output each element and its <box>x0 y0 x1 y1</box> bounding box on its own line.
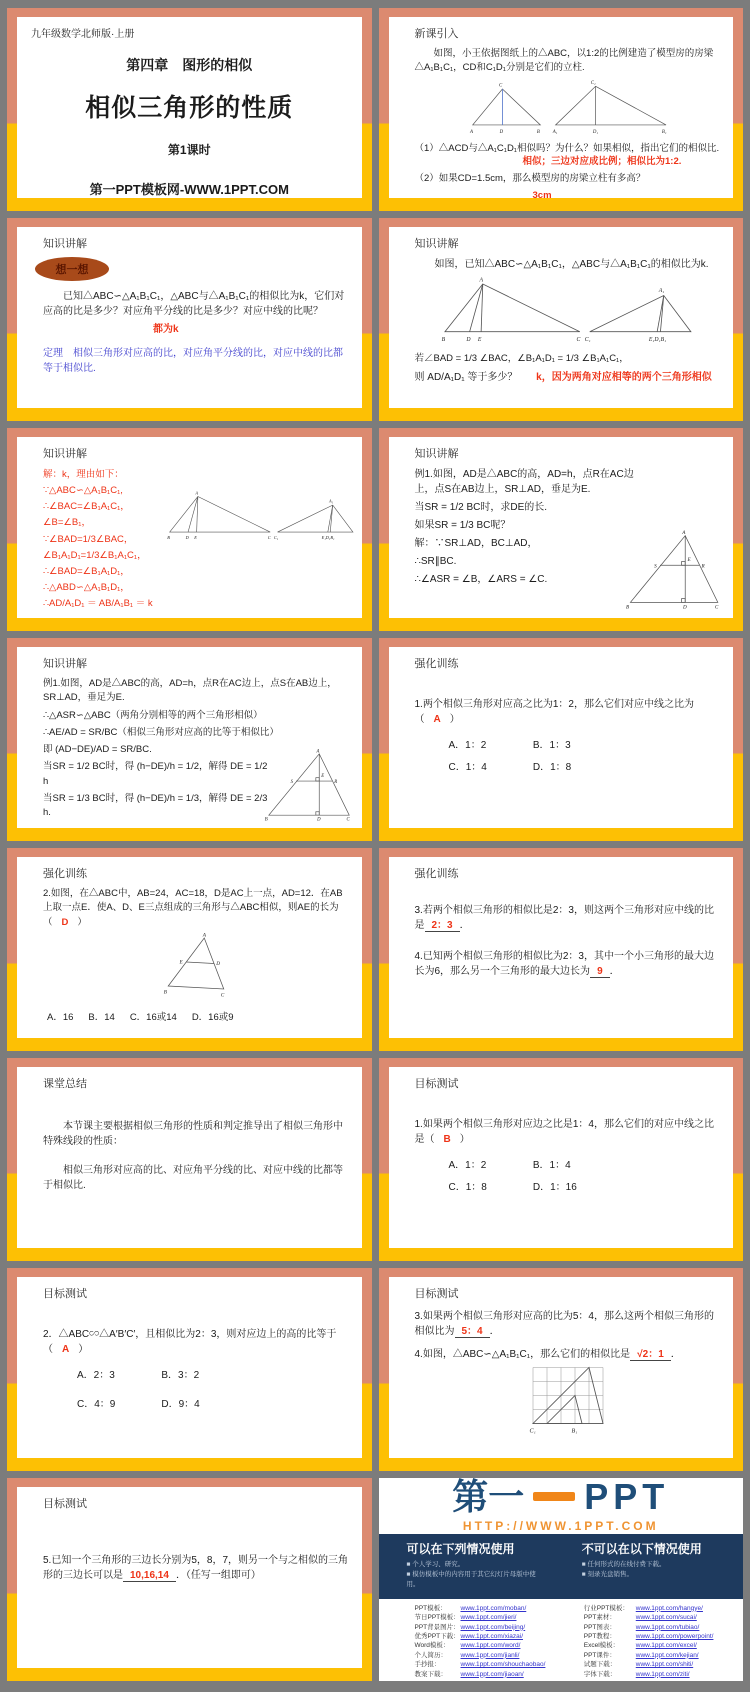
slide-given-panel <box>389 227 734 408</box>
link-item: 行业PPT模板： www.1ppt.com/hangye/ <box>583 1604 703 1612</box>
case-half: 当SR = 1/2 BC时，求DE的长. <box>414 502 548 513</box>
svg-text:C₁: C₁ <box>590 80 596 86</box>
slide-summary <box>7 1058 372 1261</box>
link-url[interactable]: www.1ppt.com/tubiao/ <box>635 1623 700 1631</box>
option-a: A．16 <box>47 1011 74 1023</box>
two-triangles-diagram <box>166 489 356 542</box>
textbook-edition: 九年级数学北师版·上册 <box>31 29 135 40</box>
triangle-ade-diagram <box>43 932 350 1001</box>
usage-allowed <box>407 1540 548 1591</box>
proof-line: ∵△ABC∽△A₁B₁C₁, <box>43 485 123 497</box>
link-item: 优秀PPT下载： www.1ppt.com/xiazai/ <box>414 1632 523 1640</box>
option-b: B．3：2 <box>161 1370 200 1381</box>
example-text: 例1.如图，AD是△ABC的高，AD=h，点R在AC边上，点S在AB边上，SR⊥AD，垂足为E. <box>414 469 634 495</box>
section-header: 知识讲解 <box>43 448 87 460</box>
summary-text-1: 本节课主要根据相似三角形的性质和判定推导出了相似三角形中特殊线段的性质： <box>43 1121 343 1147</box>
roof-triangles-diagram <box>415 78 722 139</box>
two-triangles-diagram <box>415 274 722 348</box>
option-c: C．16或14 <box>129 1011 177 1023</box>
svg-text:C₁: C₁ <box>529 1428 536 1434</box>
svg-text:B: B <box>441 336 446 343</box>
slide-test2 <box>7 1268 372 1471</box>
link-directory <box>379 1599 744 1681</box>
link-url[interactable]: www.1ppt.com/xiazai/ <box>460 1632 523 1640</box>
case-third-result: 当SR = 1/3 BC时，得 (h−DE)/h = 1/3，解得 DE = 2/3 h. <box>43 792 268 818</box>
option-d: D．9：4 <box>161 1399 200 1410</box>
slide-think <box>7 218 372 421</box>
svg-text:C: C <box>576 336 581 343</box>
usage-allowed-item: ■ 模仿模板中的内容用于其它幻灯片母版中使用。 <box>406 1570 536 1589</box>
proof-line: ∴∠BAC=∠B₁A₁C₁， <box>43 501 130 513</box>
ratio-line: ∴AE/AD = SR/BC（相似三角形对应高的比等于相似比） <box>43 726 279 738</box>
slide-example1b-panel <box>17 647 362 828</box>
slide-example1a-panel <box>389 437 734 618</box>
svg-text:E: E <box>687 556 691 563</box>
slide-test1-panel <box>389 1067 734 1248</box>
question-5: 5.已知一个三角形的三边长分别为5，8，7，则另一个与之相似的三角形的三边长可以是 10,16,14 ．（任写一组即可） <box>43 1555 349 1581</box>
answer-blank: 10,16,14 <box>123 1570 176 1582</box>
options <box>449 1156 722 1193</box>
link-url[interactable]: www.1ppt.com/moban/ <box>460 1604 527 1612</box>
slide-solution <box>7 428 372 631</box>
svg-text:E: E <box>179 959 183 966</box>
solve-line: ∴SR∥BC. <box>414 556 457 567</box>
grid-triangles-diagram <box>415 1364 722 1437</box>
svg-text:C₁: C₁ <box>273 534 278 540</box>
link-url[interactable]: www.1ppt.com/hangye/ <box>635 1604 703 1612</box>
svg-text:C: C <box>221 992 225 998</box>
options <box>77 1366 350 1410</box>
slide-summary-panel <box>17 1067 362 1248</box>
logo-cn-text: 第一 <box>452 1475 525 1517</box>
answer-1: 相似；三边对应成比例；相似比为1:2. <box>522 155 682 167</box>
proof-line: ∴∠BAD=∠B₁A₁D₁， <box>43 565 130 577</box>
logo-dash-icon <box>533 1492 575 1501</box>
question-text: 已知△ABC∽△A₁B₁C₁，△ABC与△A₁B₁C₁的相似比为k，它们对应高的比是多少？对应角平分线的比是多少？对应中线的比呢？ <box>43 291 345 317</box>
svg-text:R: R <box>701 563 705 570</box>
usage-allowed-title: 可以在下列情况使用 <box>406 1541 515 1556</box>
question-text: 1.如果两个相似三角形对应边之比是1：4，那么它们的对应中线之比是 <box>414 1119 714 1145</box>
question-3: 3.若两个相似三角形的相似比是2：3，则这两个三角形对应中线的比是 2：3 ． <box>414 905 714 931</box>
site-footer: 第一PPT模板网-WWW.1PPT.COM <box>89 182 289 197</box>
link-item: PPT背景图片： www.1ppt.com/beijing/ <box>414 1623 526 1631</box>
answer-text: k，因为两角对应相等的两个三角形相似 <box>536 372 712 384</box>
svg-text:C: C <box>714 604 719 610</box>
svg-text:A: A <box>479 277 484 284</box>
proof-line: ∠B₁A₁D₁=1/3∠B₁A₁C₁， <box>43 549 147 561</box>
usage-band <box>379 1534 744 1599</box>
svg-text:C: C <box>267 534 271 540</box>
link-url[interactable]: www.1ppt.com/kejian/ <box>635 1651 699 1659</box>
option-b: B．1：3 <box>532 740 571 751</box>
svg-text:D: D <box>499 129 503 135</box>
section-header: 目标测试 <box>414 1078 459 1090</box>
usage-allowed-item: ■ 个人学习、研究。 <box>406 1560 465 1568</box>
svg-text:D: D <box>216 960 221 967</box>
svg-text:B: B <box>264 817 268 822</box>
answer-blank: 9 <box>590 966 610 978</box>
svg-text:A₁: A₁ <box>659 288 665 295</box>
svg-text:A: A <box>194 490 198 496</box>
svg-text:A: A <box>682 530 686 537</box>
question-text: 1.两个相似三角形对应高之比为1：2，那么它们对应中线之比为 <box>414 699 694 710</box>
link-column-left <box>389 1604 560 1679</box>
answer-letter: A <box>433 714 441 725</box>
link-url[interactable]: www.1ppt.com/ziti/ <box>635 1670 690 1678</box>
answer-blank: 2：3 <box>425 920 460 932</box>
svg-text:E: E <box>478 336 482 343</box>
link-item: PPT教程： www.1ppt.com/powerpoint/ <box>583 1632 714 1640</box>
svg-text:B: B <box>625 604 630 610</box>
logo-url: HTTP://WWW.1PPT.COM <box>462 1518 659 1533</box>
svg-text:E: E <box>193 534 197 540</box>
svg-text:A₁: A₁ <box>552 129 558 135</box>
usage-forbidden-item: ■ 刻录光盘销售。 <box>581 1570 633 1578</box>
proof-line: ∴△ABD∽△A₁B₁D₁， <box>43 581 130 593</box>
svg-text:C: C <box>498 82 502 88</box>
section-header: 知识讲解 <box>414 448 459 460</box>
link-item: Word模板： www.1ppt.com/word/ <box>414 1642 521 1650</box>
case-half-result: 当SR = 1/2 BC时，得 (h−DE)/h = 1/2，解得 DE = 1/2 h <box>43 761 268 787</box>
slide-title-panel <box>17 17 362 198</box>
link-url[interactable]: www.1ppt.com/shouchaobao/ <box>460 1661 546 1669</box>
example-text: 例1.如图，AD是△ABC的高，AD=h，点R在AC边上，点S在AB边上，SR⊥AD，垂足为E. <box>43 678 337 704</box>
logo <box>452 1475 670 1517</box>
summary-text-2: 相似三角形对应高的比、对应角平分线的比、对应中线的比都等于相似比. <box>43 1165 343 1191</box>
condition-text: 若∠BAD = 1/3 ∠BAC，∠B₁A₁D₁ = 1/3 ∠B₁A₁C₁， <box>414 353 629 364</box>
svg-text:C: C <box>346 817 350 822</box>
link-item: PPT素材： www.1ppt.com/sucai/ <box>583 1614 697 1622</box>
section-header: 新课引入 <box>414 28 459 40</box>
link-url[interactable]: www.1ppt.com/jieri/ <box>460 1614 517 1622</box>
slide-test34 <box>379 1268 744 1471</box>
link-item: 个人简历： www.1ppt.com/jianli/ <box>414 1651 520 1659</box>
section-header: 知识讲解 <box>414 238 459 250</box>
link-item: 教案下载： www.1ppt.com/jiaoan/ <box>414 1670 524 1678</box>
theorem-text: 定理 相似三角形对应高的比，对应角平分线的比，对应中线的比都等于相似比. <box>43 348 343 374</box>
svg-text:B: B <box>166 534 170 540</box>
problem-text: 如图，小王依据图纸上的△ABC，以1:2的比例建造了模型房的房梁△A₁B₁C₁，CD和C₁D₁分别是它们的立柱. <box>414 48 714 74</box>
link-item: 节日PPT模板： www.1ppt.com/jieri/ <box>414 1614 517 1622</box>
link-url[interactable]: www.1ppt.com/excel/ <box>635 1642 697 1650</box>
altitude-triangle-diagram <box>623 528 723 610</box>
promo-logo-block <box>379 1475 744 1534</box>
ask-row <box>415 370 722 385</box>
option-c: C．4：9 <box>77 1399 116 1410</box>
svg-text:E₁D₁B₁: E₁D₁B₁ <box>649 336 667 343</box>
answer-blank: √2：1 <box>630 1349 671 1361</box>
svg-text:S: S <box>654 563 657 570</box>
link-url[interactable]: www.1ppt.com/sucai/ <box>635 1614 697 1622</box>
proof-line: ∵∠BAD=1/3∠BAC， <box>43 533 134 545</box>
solve-line: ∴∠ASR = ∠B，∠ARS = ∠C. <box>414 574 548 585</box>
altitude-triangle-diagram <box>262 747 354 822</box>
slide-example1b <box>7 638 372 841</box>
slide-drill1 <box>379 638 744 841</box>
option-a: A．1：2 <box>448 740 487 751</box>
svg-text:B: B <box>536 129 540 135</box>
question-4: 4.已知两个相似三角形的相似比为2：3，其中一个小三角形的最大边长为6，那么另一个三角形的最大边长为 9 ． <box>414 951 714 977</box>
slide-example1a <box>379 428 744 631</box>
svg-text:C₁: C₁ <box>585 336 591 343</box>
section-header: 目标测试 <box>43 1498 87 1510</box>
section-header: 强化训练 <box>43 868 87 880</box>
section-header: 课堂总结 <box>43 1078 87 1090</box>
slide-solution-panel <box>17 437 362 618</box>
slide-intro <box>379 8 744 211</box>
slide-promo <box>379 1475 744 1681</box>
option-d: D．16或9 <box>191 1011 234 1023</box>
answer-2: 3cm <box>532 190 552 198</box>
case-third: 如果SR = 1/3 BC呢？ <box>414 520 511 531</box>
proof-line: 解：k，理由如下： <box>43 469 124 480</box>
ask-text: 则 AD/A₁D₁ 等于多少？ <box>414 372 518 384</box>
question-row: 1.如果两个相似三角形对应边之比是1：4，那么它们的对应中线之比是（ B ） <box>414 1119 714 1145</box>
question-3: 3.如果两个相似三角形对应高的比为5：4，那么这两个相似三角形的相似比为 5：4 ． <box>414 1311 714 1337</box>
slide-test2-panel <box>17 1277 362 1458</box>
option-d: D．1：16 <box>532 1182 577 1193</box>
svg-text:A₁: A₁ <box>328 498 333 504</box>
option-c: C．1：4 <box>448 762 487 773</box>
option-a: A．2：3 <box>77 1370 115 1381</box>
svg-text:E₁D₁B₁: E₁D₁B₁ <box>321 534 334 540</box>
usage-forbidden <box>582 1540 723 1591</box>
svg-text:A: A <box>203 932 207 939</box>
given-text: 如图，已知△ABC∽△A₁B₁C₁，△ABC与△A₁B₁C₁的相似比为k. <box>434 259 709 270</box>
options <box>47 1009 350 1023</box>
svg-text:D: D <box>466 336 471 343</box>
svg-text:A: A <box>469 129 473 135</box>
think-badge: 想一想 <box>35 257 109 281</box>
svg-text:B: B <box>164 989 168 996</box>
section-header: 强化训练 <box>414 658 459 670</box>
slide-test5 <box>7 1478 372 1681</box>
question-1: （1）△ACD与△A₁C₁D₁相似吗？为什么？如果相似，指出它们的相似比. <box>414 142 720 154</box>
slide-test1 <box>379 1058 744 1261</box>
slide-drill2 <box>7 848 372 1051</box>
svg-text:B₁: B₁ <box>661 129 667 135</box>
slide-title <box>7 8 372 211</box>
svg-text:E: E <box>320 774 324 780</box>
link-item: Excel模板： www.1ppt.com/excel/ <box>583 1642 697 1650</box>
svg-text:S: S <box>290 780 293 786</box>
svg-text:R: R <box>333 780 337 786</box>
chapter-title: 第四章 图形的相似 <box>126 57 253 73</box>
options <box>449 736 722 773</box>
option-b: B．14 <box>88 1011 115 1023</box>
answer-blank: 5：4 <box>455 1326 490 1338</box>
proof-line: ∠B=∠B₁， <box>43 517 91 529</box>
section-header: 知识讲解 <box>43 658 87 670</box>
slide-test34-panel <box>389 1277 734 1458</box>
svg-text:D: D <box>683 604 687 610</box>
link-url[interactable]: www.1ppt.com/shiti/ <box>635 1661 694 1669</box>
question-row: 2.如图，在△ABC中，AB=24，AC=18，D是AC上一点，AD=12．在AB上取一点E．使A、D、E三点组成的三角形与△ABC相似，则AE的长为（ D ） <box>43 888 343 928</box>
link-item: 试题下载： www.1ppt.com/shiti/ <box>583 1661 694 1669</box>
link-url[interactable]: www.1ppt.com/jiaoan/ <box>460 1670 524 1678</box>
link-item: 手抄报： www.1ppt.com/shouchaobao/ <box>414 1661 546 1669</box>
link-item: PPT课件： www.1ppt.com/kejian/ <box>583 1651 699 1659</box>
slide-drill34 <box>379 848 744 1051</box>
answer-letter: D <box>61 916 69 928</box>
question-4: 4.如图，△ABC∽△A₁B₁C₁，那么它们的相似比是 √2：1 ． <box>414 1349 681 1360</box>
link-item: 字体下载： www.1ppt.com/ziti/ <box>583 1670 690 1678</box>
link-url[interactable]: www.1ppt.com/beijing/ <box>460 1623 526 1631</box>
option-a: A．1：2 <box>448 1160 487 1171</box>
option-d: D．1：8 <box>532 762 572 773</box>
page-title: 相似三角形的性质 <box>85 94 294 122</box>
slide-think-panel <box>17 227 362 408</box>
link-item: PPT模板： www.1ppt.com/moban/ <box>414 1604 527 1612</box>
question-text: 2.如图，在△ABC中，AB=24，AC=18，D是AC上一点，AD=12．在AB上取一点E．使A、D、E三点组成的三角形与△ABC相似，则AE的长为 <box>43 888 343 914</box>
proof-line: ∴AD/A₁D₁ ＝ AB/A₁B₁ ＝ k <box>43 598 153 610</box>
question-text: 2．△ABC∽△A′B′C′，且相似比为2：3，则对应边上的高的比等于 <box>43 1329 337 1340</box>
svg-text:D₁: D₁ <box>592 129 598 135</box>
section-header: 强化训练 <box>414 868 459 880</box>
svg-text:B₁: B₁ <box>571 1428 578 1434</box>
question-row: 2．△ABC∽△A′B′C′，且相似比为2：3，则对应边上的高的比等于（ A ） <box>43 1329 337 1355</box>
link-item: PPT图表： www.1ppt.com/tubiao/ <box>583 1623 700 1631</box>
usage-forbidden-item: ■ 任何形式的在线付费下载。 <box>581 1560 666 1568</box>
link-url[interactable]: www.1ppt.com/word/ <box>460 1642 521 1650</box>
equation-line: 即 (AD−DE)/AD = SR/BC. <box>43 744 152 755</box>
section-header: 知识讲解 <box>43 238 87 250</box>
svg-text:D: D <box>185 534 189 540</box>
slide-drill1-panel <box>389 647 734 828</box>
link-column-right <box>566 1604 737 1679</box>
option-c: C．1：8 <box>448 1182 487 1193</box>
option-b: B．1：4 <box>532 1160 571 1171</box>
similar-line: ∴△ASR∽△ABC（两角分别相等的两个三角形相似） <box>43 709 263 721</box>
link-url[interactable]: www.1ppt.com/jianli/ <box>460 1651 520 1659</box>
svg-text:D: D <box>316 817 321 822</box>
svg-text:A: A <box>316 749 319 755</box>
logo-ppt-text: PPT <box>584 1475 670 1517</box>
section-header: 目标测试 <box>43 1288 87 1300</box>
section-header: 目标测试 <box>414 1288 459 1300</box>
solve-line: 解：∵SR⊥AD，BC⊥AD， <box>414 538 538 549</box>
question-2: （2）如果CD=1.5cm，那么模型房的房梁立柱有多高？ <box>414 173 646 184</box>
answer-letter: B <box>443 1134 451 1145</box>
link-url[interactable]: www.1ppt.com/powerpoint/ <box>635 1632 714 1640</box>
question-row: 1.两个相似三角形对应高之比为1：2，那么它们对应中线之比为（ A ） <box>414 699 694 725</box>
slide-given <box>379 218 744 421</box>
slide-drill2-panel <box>17 857 362 1038</box>
slide-test5-panel <box>17 1487 362 1668</box>
usage-forbidden-title: 不可以在以下情况使用 <box>581 1541 702 1556</box>
slide-intro-panel <box>389 17 734 198</box>
answer-letter: A <box>62 1344 70 1355</box>
answer-text: 都为k <box>153 324 179 335</box>
slide-drill34-panel <box>389 857 734 1038</box>
lesson-number: 第1课时 <box>167 143 211 157</box>
